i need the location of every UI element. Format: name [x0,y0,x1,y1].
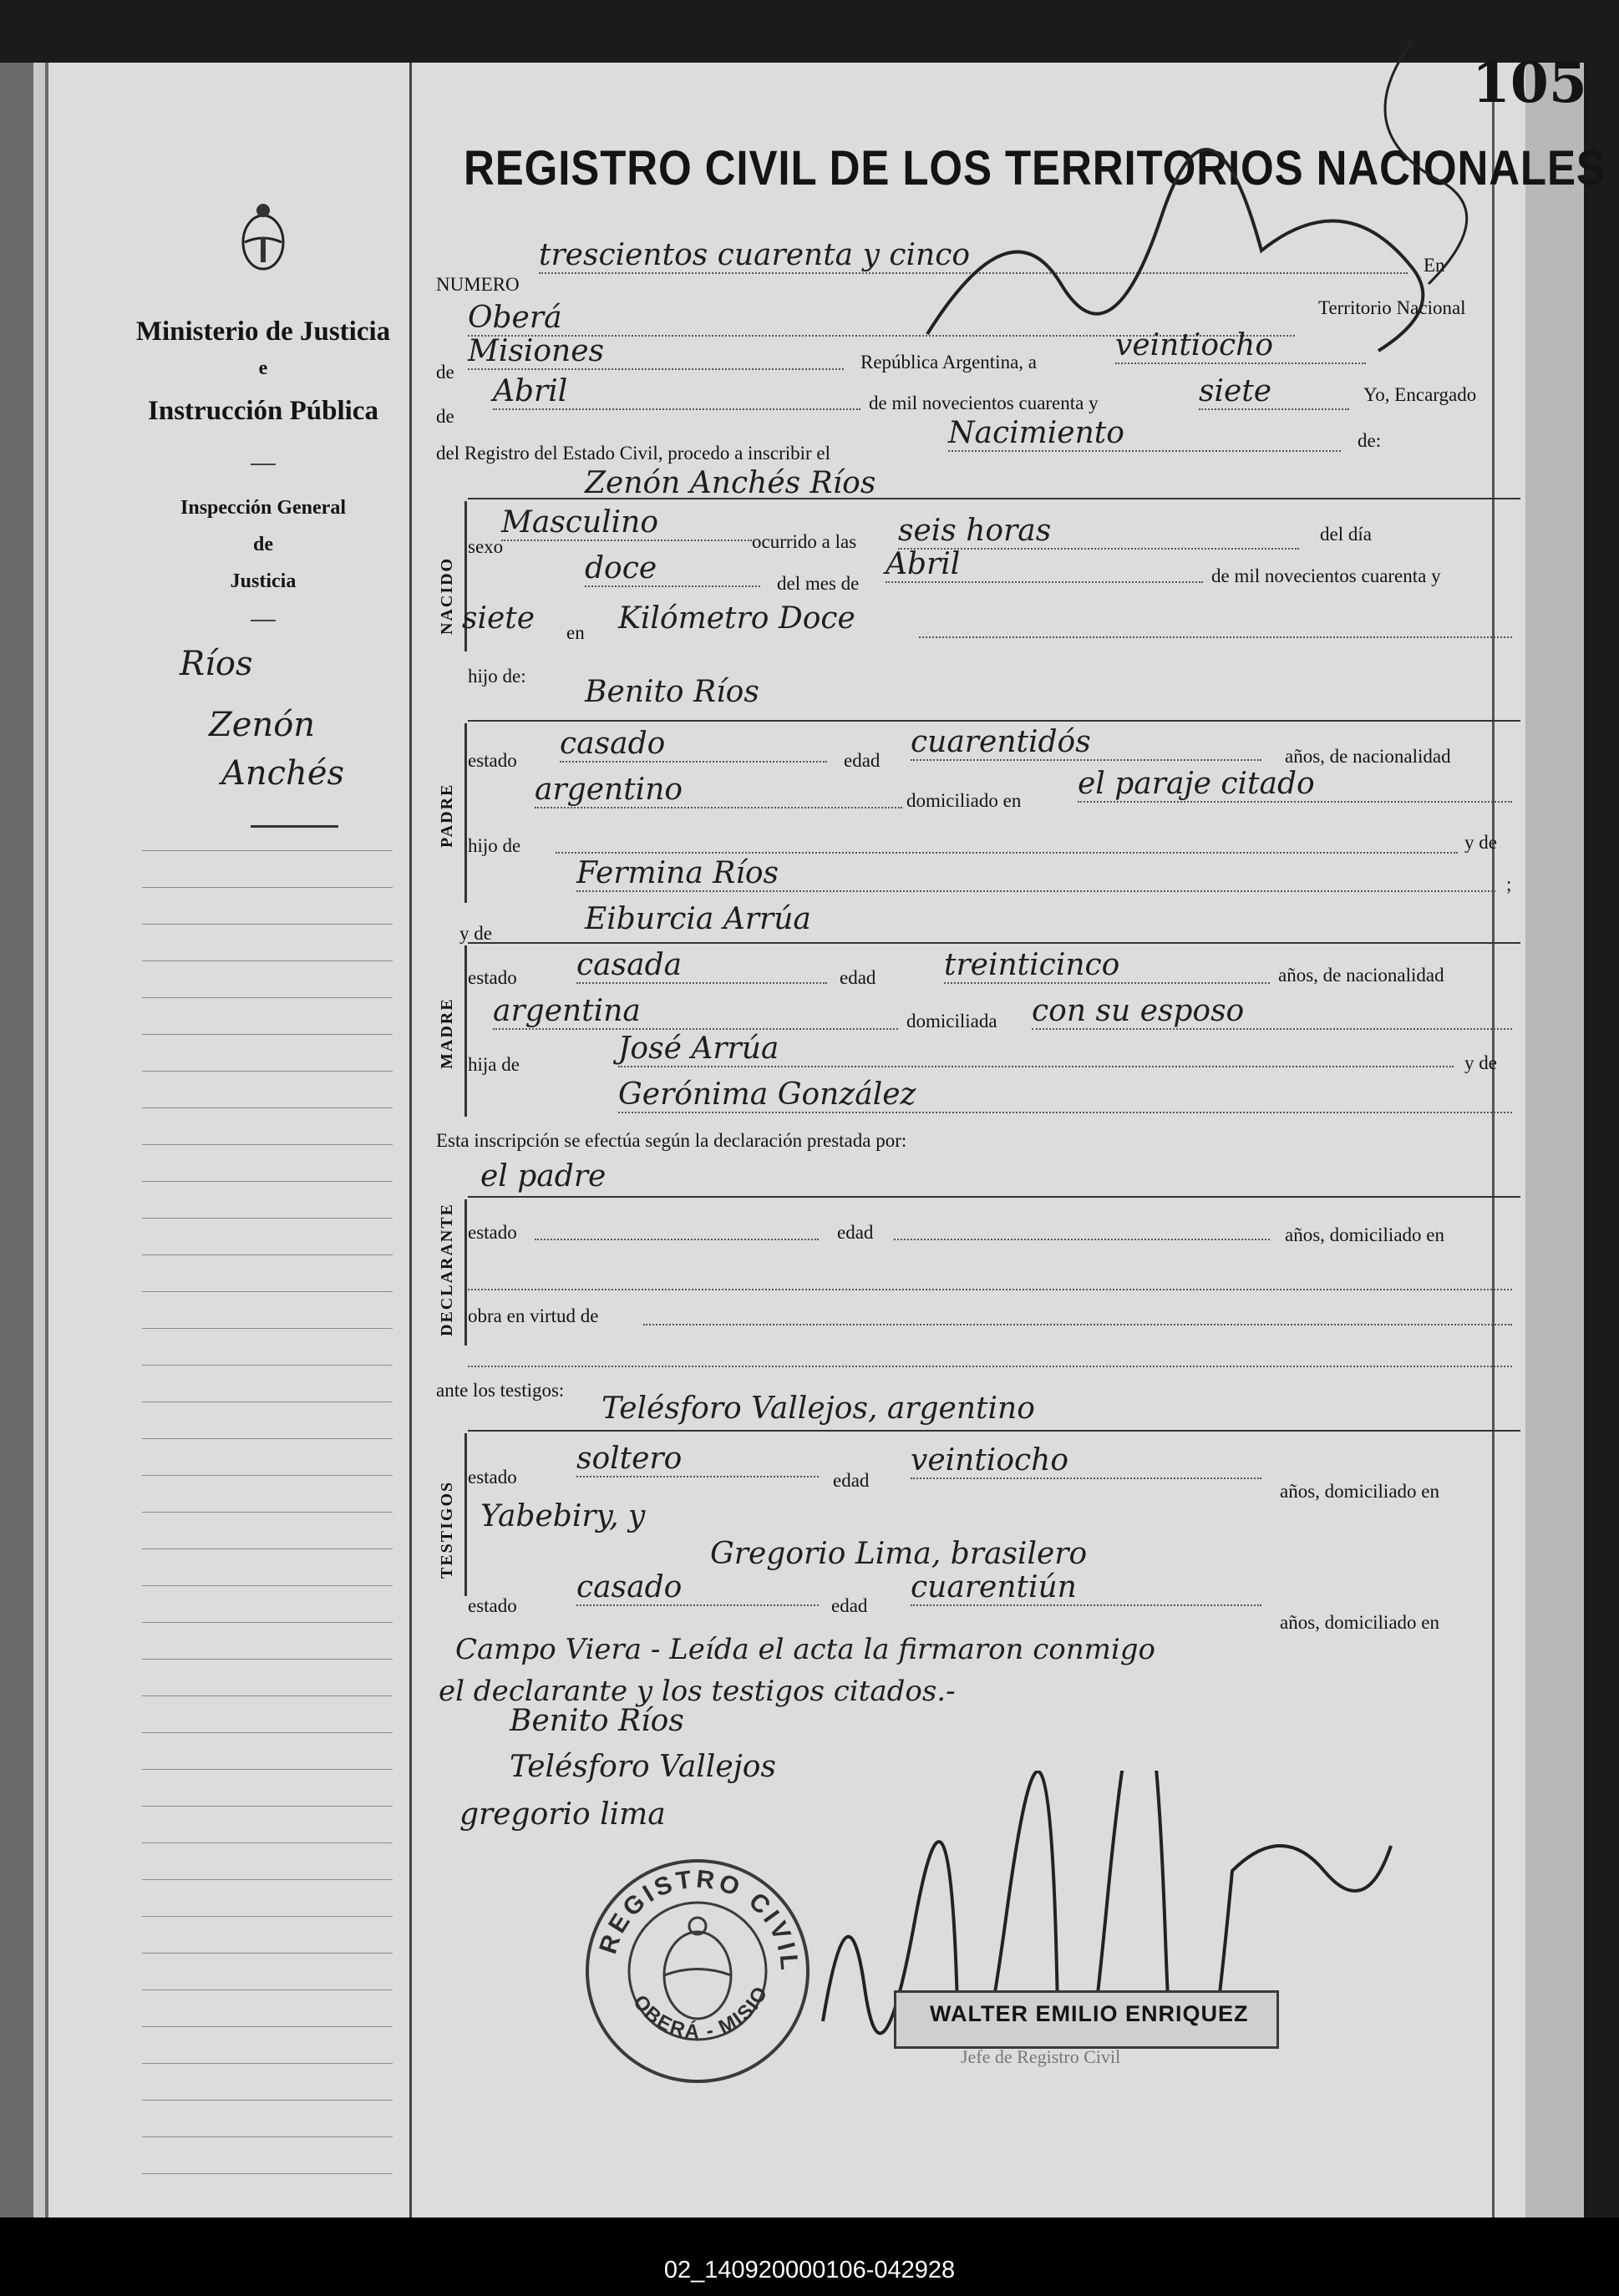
divider [251,620,276,621]
mes-value: Abril [493,374,860,410]
cierre-acta: el declarante y los testigos citados.- [439,1675,956,1708]
declarante-anios-label: años, domiciliado en [1285,1224,1444,1245]
ruled-line [142,850,393,851]
registro-label: del Registro del Estado Civil, procedo a inscribir el [436,443,831,464]
ruled-line [142,924,393,925]
acto-value: Nacimiento [948,416,1341,452]
ruled-line [142,1034,393,1035]
nacido-anio-value: siete [462,601,535,636]
divider [468,720,1520,722]
declarante-estado-label: estado [468,1222,517,1243]
abuelo-materno-value: José Arrúa [618,1031,1454,1067]
ruled-line [142,1989,393,1990]
ruled-line [142,1291,393,1292]
testigo-2-nombre: Gregorio Lima, brasilero [710,1537,1088,1571]
testigo-2-domicilio: Campo Viera - Leída el acta la firmaron conmigo [455,1633,1155,1666]
svg-text:REGISTRO CIVIL [594,1865,803,1974]
national-coat-of-arms-icon [238,200,288,276]
obra-label: obra en virtud de [468,1305,599,1326]
nombre-inscripto: Zenón Anchés Ríos [585,466,876,500]
ruled-line [142,1438,393,1439]
ruled-line [142,1144,393,1145]
territorio-value: Misiones [468,334,844,370]
madre-nombre: Eiburcia Arrúa [585,902,811,936]
nacido-dia-value: doce [585,551,760,587]
mil-label: de mil novecientos cuarenta y [869,393,1099,413]
dotted-line [535,1239,819,1240]
ruled-line [142,1475,393,1476]
registro-civil-stamp [576,1846,819,2088]
bracket [464,1433,474,1596]
testigo-1-estado-label: estado [468,1467,517,1488]
testigo-1-nombre: Telésforo Vallejos, argentino [601,1391,1035,1426]
inspection-line-2: de [253,534,273,555]
punto-coma: ; [1506,874,1512,895]
testigo-1-anios-label: años, domiciliado en [1280,1481,1439,1502]
testigo-2-edad-value: cuarentiún [911,1570,1261,1606]
madre-nacionalidad-value: argentina [493,994,898,1030]
divider [468,1430,1520,1432]
dotted-line [468,1366,1512,1367]
lugar-value: Kilómetro Doce [618,601,855,636]
dotted-line [468,1289,1512,1290]
madre-y-de2-label: y de [1464,1052,1497,1073]
declarante-edad-label: edad [837,1222,874,1243]
madre-edad-label: edad [840,967,876,988]
numero-value: trescientos cuarenta y cinco [539,238,1408,274]
padre-nombre: Benito Ríos [585,675,759,709]
nacido-mes-value: Abril [886,547,1203,583]
stamp-seal-icon [576,1846,819,2088]
ruled-line [142,1585,393,1586]
sexo-value: Masculino [501,505,752,541]
madre-estado-label: estado [468,967,517,988]
ruled-line [142,2026,393,2027]
de2-label: de [436,406,454,427]
padre-estado-label: estado [468,750,517,771]
testigo-1-edad-label: edad [833,1470,870,1491]
abuela-materna-value: Gerónima González [618,1077,1512,1113]
padre-section-label: PADRE [438,783,456,848]
madre-estado-value: casada [576,948,827,984]
ministry-line-3: Instrucción Pública [148,396,378,426]
declaracion-label: Esta inscripción se efectúa según la declaración prestada por: [436,1130,907,1151]
ruled-line [142,1401,393,1402]
officer-title: Jefe de Registro Civil [961,2046,1121,2067]
image-id-caption: 02_140920000106-042928 [663,2257,956,2283]
left-margin-column [48,63,412,2217]
ruled-line [142,1365,393,1366]
nacido-section-label: NACIDO [438,556,456,635]
nacido-mil-label: de mil novecientos cuarenta y [1211,565,1441,586]
declarante-section-label: DECLARANTE [438,1202,456,1336]
padre-y-de-label: y de [1464,832,1497,853]
testigo-2-estado-label: estado [468,1595,517,1616]
ruled-line [142,1218,393,1219]
divider [468,942,1520,944]
madre-domicilio-value: con su esposo [1032,994,1512,1030]
dotted-line [894,1239,1270,1240]
officer-name: WALTER EMILIO ENRIQUEZ [930,2001,1249,2026]
ruled-line [142,2136,393,2137]
testigo-2-estado-value: casado [576,1570,819,1606]
abuela-paterna-value: Fermina Ríos [576,856,1495,892]
ruled-line [142,2173,393,2174]
numero-label: NUMERO [436,274,520,295]
divider [468,498,1520,499]
del-dia-label: del día [1320,524,1372,545]
ruled-line [142,960,393,961]
sexo-label: sexo [468,536,504,557]
padre-edad-value: cuarentidós [911,725,1261,761]
padre-nacionalidad-value: argentino [535,773,902,808]
dotted-line [643,1324,1512,1325]
officer-name-stamp [894,1990,1279,2049]
testigo-2-edad-label: edad [831,1595,868,1616]
madre-domiciliada-label: domiciliada [906,1011,997,1031]
en-value: Oberá [468,301,1295,337]
ruled-line [142,1769,393,1770]
divider [251,464,276,465]
madre-edad-value: treinticinco [944,948,1270,984]
ministry-line-1: Ministerio de Justicia [135,317,391,347]
ruled-line [142,1953,393,1954]
ruled-line [142,1071,393,1072]
ruled-line [142,1806,393,1807]
stamp-bottom-text: OBERÁ - MISIO [628,1981,774,2044]
padre-domicilio-value: el paraje citado [1078,767,1512,803]
territorio-label: Territorio Nacional [1318,297,1466,318]
page-edge-right [1525,63,1584,2217]
ruled-line [142,1254,393,1255]
padre-estado-value: casado [560,727,827,763]
ruled-line [142,1659,393,1660]
declarante-nombre: el padre [480,1159,606,1194]
dia-value: veintiocho [1115,328,1366,364]
madre-section-label: MADRE [438,997,456,1069]
ministry-line-2: e [258,357,268,379]
testigo-1-domicilio: Yabebiry, y [480,1499,646,1533]
madre-y-de-label: y de [459,923,492,944]
ruled-line [142,1916,393,1917]
hora-value: seis horas [898,514,1299,550]
testigo-1-estado-value: soltero [576,1442,819,1477]
anio-value: siete [1199,374,1349,410]
page-edge-left [33,63,45,2217]
margin-note-name: Zenón [209,706,316,744]
padre-hijo-label: hijo de [468,835,521,856]
ruled-line [142,1842,393,1843]
testigo-2-anios-label: años, domiciliado en [1280,1612,1439,1633]
ruled-line [142,1879,393,1880]
firma-testigo-2: gregorio lima [459,1797,666,1832]
ruled-line [142,1695,393,1696]
ruled-line [142,1548,393,1549]
testigos-section-label: TESTIGOS [438,1480,456,1579]
dotted-line [556,852,1458,854]
testigo-1-edad-value: veintiocho [911,1443,1261,1479]
ruled-line [142,1732,393,1733]
nacido-en-label: en [566,622,585,643]
padre-anios-label: años, de nacionalidad [1285,746,1451,767]
ruled-line [142,1107,393,1108]
page-number: 105 [1472,50,1587,115]
madre-anios-label: años, de nacionalidad [1278,965,1444,986]
del-mes-label: del mes de [777,573,860,594]
hijo-label: hijo de: [468,666,526,687]
padre-edad-label: edad [844,750,881,771]
ruled-line [142,1328,393,1329]
republica-label: República Argentina, a [860,352,1037,373]
ruled-line [142,2063,393,2064]
ruled-line [142,887,393,888]
divider [468,1196,1520,1198]
yo-label: Yo, Encargado [1363,384,1477,405]
en-label: En [1424,255,1445,276]
margin-note-underline [251,825,338,828]
inspection-line-3: Justicia [230,570,297,592]
margin-note-maternal: Anchés [221,754,345,793]
ruled-line [142,1181,393,1182]
inspection-line-1: Inspección General [180,497,346,519]
ruled-line [142,1512,393,1513]
header-signature-scribble [911,33,1495,384]
firma-testigo-1: Telésforo Vallejos [510,1750,776,1784]
padre-domiciliado-label: domiciliado en [906,790,1022,811]
ruled-line [142,1622,393,1623]
margin-note-surname: Ríos [180,645,253,683]
stamp-top-text: REGISTRO CIVIL [594,1865,804,1974]
ruled-line [142,2100,393,2101]
ante-testigos-label: ante los testigos: [436,1380,565,1401]
madre-hija-label: hija de [468,1054,520,1075]
de3-label: de: [1358,430,1382,451]
ocurrido-label: ocurrido a las [752,531,857,552]
ruled-line [142,997,393,998]
de-label: de [436,362,454,383]
dotted-line [919,636,1512,638]
document-title: REGISTRO CIVIL DE LOS TERRITORIOS NACIONALES [464,141,1606,195]
firma-padre: Benito Ríos [510,1704,684,1738]
